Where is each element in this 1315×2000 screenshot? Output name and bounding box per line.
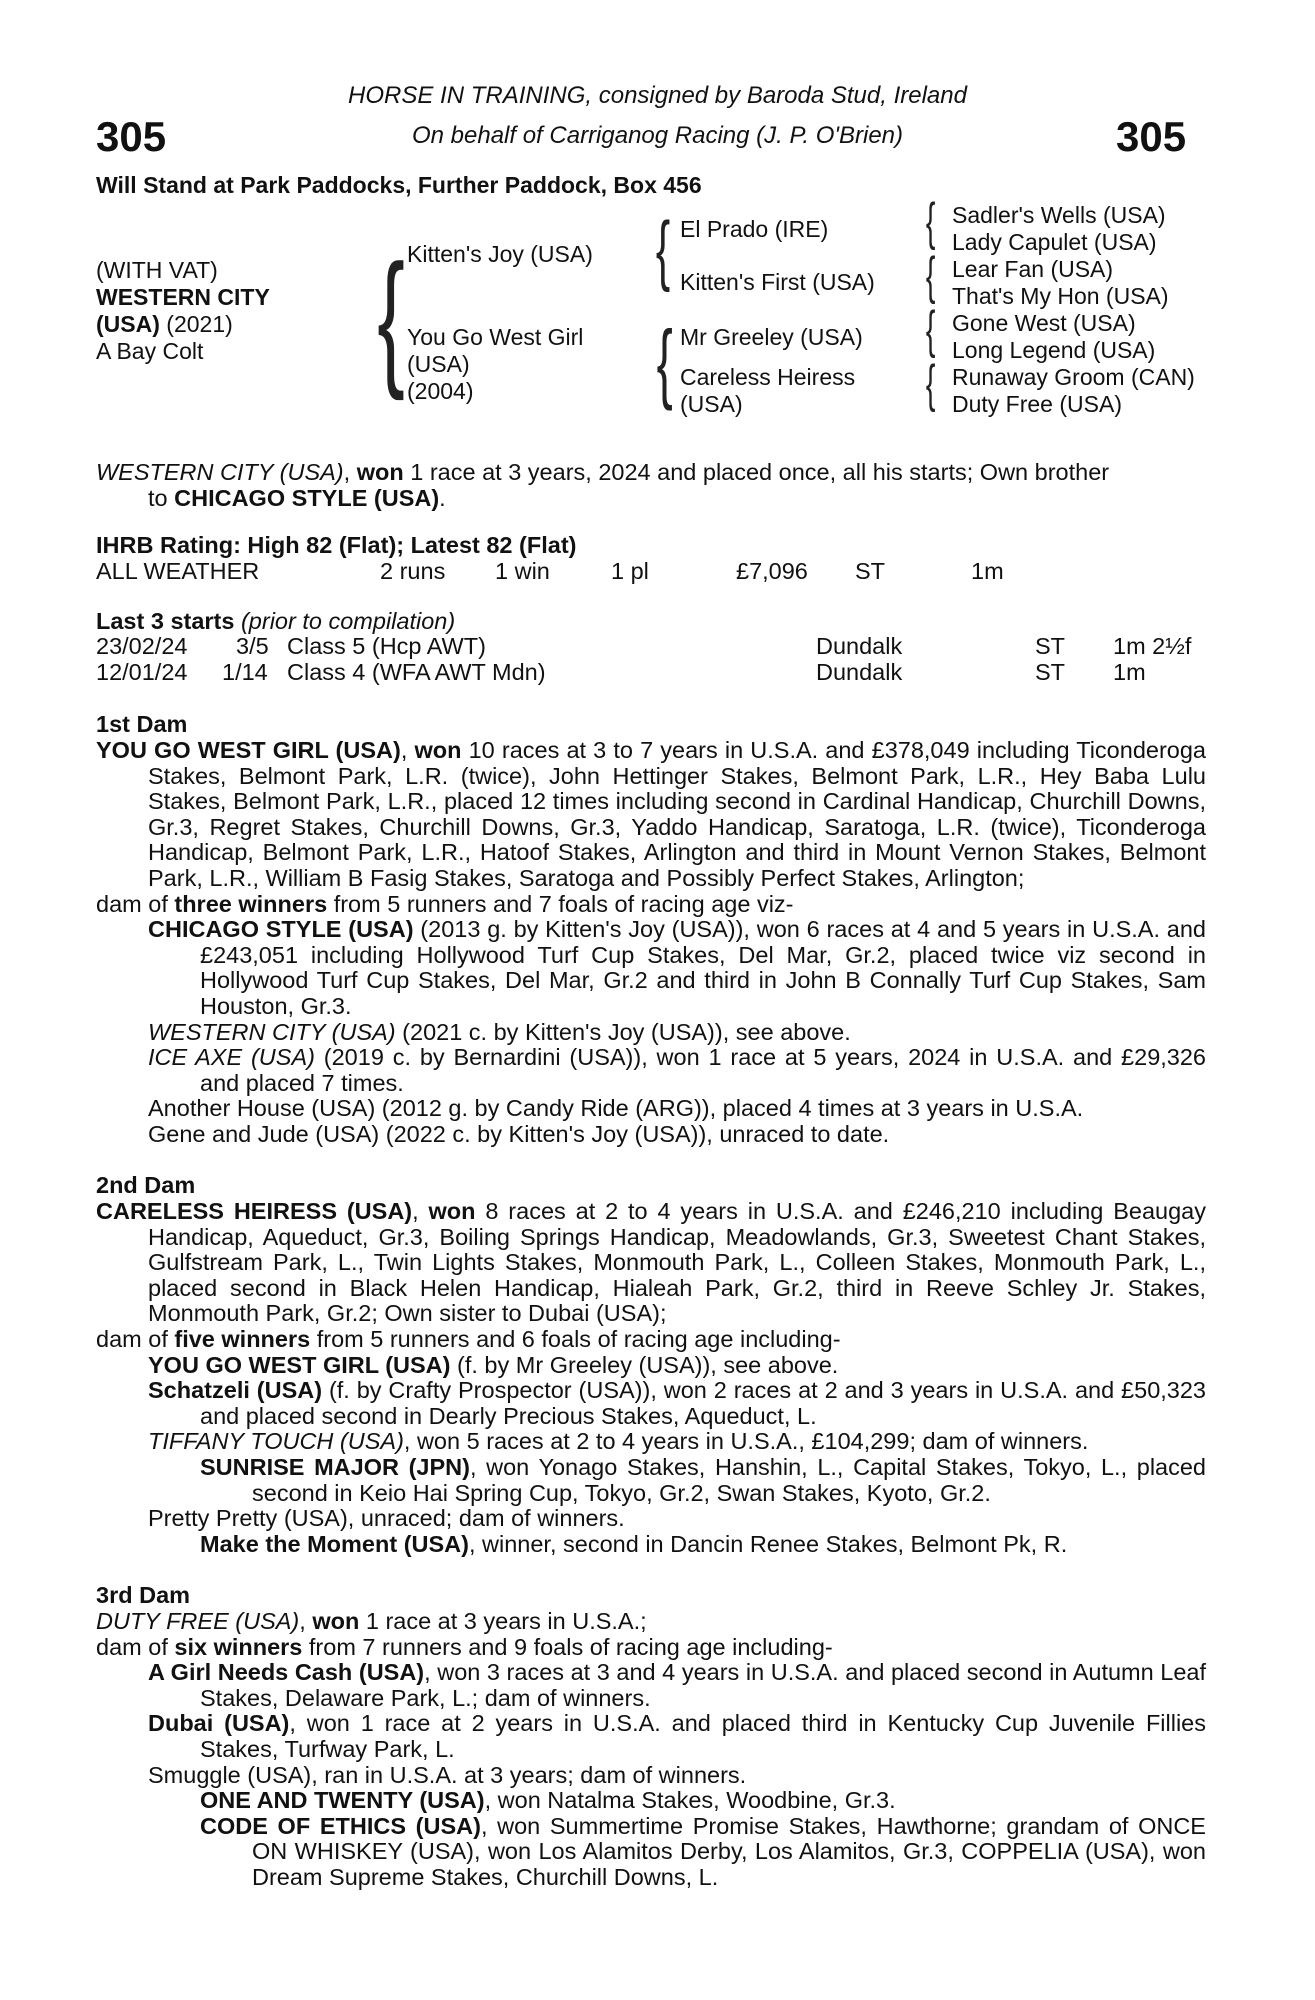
dam-dam-line1: Careless Heiress	[680, 364, 856, 390]
produce-text: Pretty Pretty (USA), unraced; dam of winners.	[148, 1505, 625, 1532]
start-going: ST	[1035, 659, 1066, 686]
dam2-produce-4	[200, 1455, 1206, 1506]
dam-line2: (USA)	[407, 351, 470, 377]
dam1-produce-5	[148, 1122, 1206, 1148]
produce-text: , won Summertime Promise Stakes, Hawthorne; grandam of ONCE ON WHISKEY (USA), won Los Alamitos Derby, Los Alamitos, Gr.3, COPPELIA (USA), won Dream Supreme Stakes, Churchill Downs, L.	[252, 1812, 1206, 1890]
sire-dam-dam: That's My Hon (USA)	[952, 283, 1169, 309]
dam1-won: won	[414, 736, 462, 763]
produce-text: , won 1 race at 2 years in U.S.A. and placed third in Kentucky Cup Juvenile Fillies Stakes, Turfway Park, L.	[200, 1710, 1207, 1762]
produce-name: Make the Moment (USA)	[200, 1530, 469, 1557]
start-race: Class 5 (Hcp AWT)	[287, 633, 486, 660]
produce-text: (f. by Mr Greeley (USA)), see above.	[450, 1351, 839, 1378]
last-starts-heading: Last 3 starts	[96, 607, 235, 634]
dam1-heading: 1st Dam	[96, 711, 188, 738]
brace-3: {	[925, 301, 936, 359]
dam1-produce-2	[148, 1020, 1206, 1046]
dam2-text: 8 races at 2 to 4 years in U.S.A. and £246,210 including Beaugay Handicap, Aqueduct, Gr.3, Boiling Springs Handicap, Meadowlands, Gr.3, Sweetest Chant Stakes, Gulfstream Park, L., Twin Lights Stakes, Monmouth Park, L., Colleen Stakes, Monmouth Park, L., placed second in Black Helen Handicap, Hialeah Park, Gr.2, third in Reeve Schley Jr. Stakes, Monmouth Park, Gr.2; Own sister to Dubai (USA);	[148, 1198, 1206, 1327]
horse-vat: (WITH VAT)	[96, 257, 218, 283]
start-dist: 1m 2½f	[1113, 633, 1192, 660]
produce-text: Another House (USA) (2012 g. by Candy Ride (ARG)), placed 4 times at 3 years in U.S.A.	[148, 1095, 1084, 1122]
dam2-damof-post: from 5 runners and 6 foals of racing age including-	[310, 1326, 841, 1353]
brace-2: {	[925, 247, 936, 305]
start-course: Dundalk	[816, 659, 903, 686]
produce-text: , won Yonago Stakes, Hanshin, L., Capital Stakes, Tokyo, L., placed second in Keio Hai Spring Cup, Tokyo, Gr.2, Swan Stakes, Kyoto, Gr.2.	[252, 1454, 1206, 1506]
dam-dam-sire: Runaway Groom (CAN)	[952, 364, 1195, 390]
dam3-heading: 3rd Dam	[96, 1582, 191, 1609]
horse-name: WESTERN CITY	[96, 284, 270, 310]
produce-name: WESTERN CITY (USA)	[148, 1018, 396, 1045]
consignment-line1: HORSE IN TRAINING, consigned by Baroda Stud, Ireland	[348, 82, 967, 109]
horse-country: (USA)	[96, 311, 160, 337]
start-row	[96, 660, 1206, 686]
brace-4: {	[925, 355, 936, 413]
rating-row	[96, 559, 1206, 585]
dam-sire-dam: Long Legend (USA)	[952, 337, 1156, 363]
last-starts-title	[96, 609, 1206, 635]
produce-name: ONE AND TWENTY (USA)	[200, 1787, 485, 1814]
produce-name: CODE OF ETHICS (USA)	[200, 1812, 481, 1839]
brace-main: {	[377, 233, 405, 401]
dam-sire-sire: Gone West (USA)	[952, 310, 1136, 336]
produce-name: SUNRISE MAJOR (JPN)	[200, 1454, 470, 1480]
summary-won: won	[356, 459, 404, 485]
dam3-damof-bold: six winners	[174, 1633, 303, 1660]
summary-end: .	[439, 484, 446, 511]
rating-title: IHRB Rating: High 82 (Flat); Latest 82 (Flat)	[96, 532, 577, 559]
stand-location: Will Stand at Park Paddocks, Further Paddock, Box 456	[96, 172, 702, 198]
brace-1: {	[925, 193, 936, 251]
rating-dist: 1m	[971, 557, 1004, 584]
dam3-won: won	[312, 1607, 360, 1634]
brace-dam: {	[656, 312, 673, 411]
produce-text: Gene and Jude (USA) (2022 c. by Kitten's Joy (USA)), unraced to date.	[148, 1120, 890, 1147]
dam3-produce-3	[148, 1763, 1206, 1789]
sire-dam-sire: Lear Fan (USA)	[952, 256, 1114, 282]
dam1-record: YOU GO WEST GIRL (USA), won 10 races at 3 to 7 years in U.S.A. and £378,049 including Ticonderoga Stakes, Belmont Park, L.R. (twice), John Hettinger Stakes, Belmont Park, L.R., Hey Baba Lulu Stakes, Belmont Park, L.R., placed 12 times including second in Cardinal Handicap, Churchill Downs, Gr.3, Regret Stakes, Churchill Downs, Gr.3, Yaddo Handicap, Saratoga, L.R. (twice), Ticonderoga Handicap, Belmont Park, L.R., Hatoof Stakes, Arlington and third in Mount Vernon Stakes, Belmont Park, L.R., William B Fasig Stakes, Saratoga and Possibly Perfect Stakes, Arlington;	[96, 736, 1206, 891]
rating-surface: ALL WEATHER	[96, 557, 260, 584]
start-date: 23/02/24	[96, 633, 188, 660]
produce-text: (2021 c. by Kitten's Joy (USA)), see above.	[395, 1018, 851, 1045]
dam3-produce-5	[200, 1814, 1206, 1891]
rating-runs: 2 runs	[380, 557, 446, 584]
start-pos: 1/14	[222, 659, 268, 686]
dam-line1: You Go West Girl	[407, 324, 584, 350]
dam1-damof-bold: three winners	[174, 890, 328, 917]
summary-brother: CHICAGO STYLE (USA)	[174, 484, 440, 511]
dam2-name: CARELESS HEIRESS (USA)	[96, 1198, 413, 1225]
start-pos: 3/5	[236, 633, 269, 660]
start-course: Dundalk	[816, 633, 903, 660]
summary-text1: 1 race at 3 years, 2024 and placed once, all his starts; Own brother	[403, 459, 1110, 485]
dam2-damof-bold: five winners	[174, 1326, 311, 1353]
rating-prize: £7,096	[736, 557, 808, 584]
produce-name: Dubai (USA)	[148, 1710, 290, 1737]
rating-places: 1 pl	[611, 557, 649, 584]
dam-dam-dam: Duty Free (USA)	[952, 391, 1122, 417]
dam3-produce-4	[200, 1788, 1206, 1814]
produce-text: , won 5 races at 2 to 4 years in U.S.A., £104,299; dam of winners.	[403, 1428, 1089, 1455]
summary: WESTERN CITY (USA), won 1 race at 3 years, 2024 and placed once, all his starts; Own brother	[96, 459, 1110, 485]
dam3-damof-pre: dam of	[96, 1633, 175, 1660]
dam1-damof-post: from 5 runners and 7 foals of racing age viz-	[327, 890, 794, 917]
produce-name: TIFFANY TOUCH (USA)	[148, 1428, 404, 1455]
produce-text: , won 3 races at 3 and 4 years in U.S.A. and placed second in Autumn Leaf Stakes, Delaware Park, L.; dam of winners.	[200, 1659, 1207, 1711]
dam2-produce-2	[148, 1378, 1206, 1429]
produce-name: A Girl Needs Cash (USA)	[148, 1659, 425, 1686]
rating-going: ST	[855, 557, 886, 584]
sire: Kitten's Joy (USA)	[407, 241, 593, 267]
produce-text: , won Natalma Stakes, Woodbine, Gr.3.	[484, 1787, 896, 1814]
horse-desc: A Bay Colt	[96, 338, 204, 364]
horse-name-year	[96, 311, 233, 338]
dam2-record: CARELESS HEIRESS (USA), won 8 races at 2 to 4 years in U.S.A. and £246,210 including Beaugay Handicap, Aqueduct, Gr.3, Boiling Springs Handicap, Meadowlands, Gr.3, Sweetest Chant Stakes, Gulfstream Park, L., Twin Lights Stakes, Monmouth Park, L., Colleen Stakes, Monmouth Park, L., placed second in Black Helen Handicap, Hialeah Park, Gr.2, third in Reeve Schley Jr. Stakes, Monmouth Park, Gr.2; Own sister to Dubai (USA);	[96, 1198, 1206, 1327]
dam1-produce-3	[148, 1045, 1206, 1096]
summary-line2	[96, 486, 1206, 512]
produce-text: (2019 c. by Bernardini (USA)), won 1 race at 5 years, 2024 in U.S.A. and £29,326 and placed 7 times.	[200, 1044, 1206, 1096]
start-date: 12/01/24	[96, 659, 188, 686]
produce-name: CHICAGO STYLE (USA)	[148, 916, 414, 943]
start-row	[96, 634, 1206, 660]
sire-sire: El Prado (IRE)	[680, 216, 829, 242]
start-race: Class 4 (WFA AWT Mdn)	[287, 659, 546, 686]
produce-text: (f. by Crafty Prospector (USA)), won 2 races at 2 and 3 years in U.S.A. and £50,323 and placed second in Dearly Precious Stakes, Aqueduct, L.	[200, 1377, 1206, 1429]
produce-name: ICE AXE (USA)	[148, 1044, 315, 1071]
dam-sire: Mr Greeley (USA)	[680, 324, 863, 350]
consignment-line2: On behalf of Carriganog Racing (J. P. O'Brien)	[411, 122, 904, 149]
dam2-produce-5	[148, 1506, 1206, 1532]
dam3-damof-post: from 7 runners and 9 foals of racing age including-	[302, 1633, 833, 1660]
start-dist: 1m	[1113, 659, 1146, 686]
dam3-text: 1 race at 3 years in U.S.A.;	[359, 1607, 647, 1634]
dam3-produce-2	[148, 1711, 1206, 1762]
dam2-produce-3	[148, 1429, 1206, 1455]
catalogue-body	[96, 460, 1206, 1891]
produce-text: , winner, second in Dancin Renee Stakes, Belmont Pk, R.	[468, 1530, 1068, 1557]
dam1-text: 10 races at 3 to 7 years in U.S.A. and £378,049 including Ticonderoga Stakes, Belmont Park, L.R. (twice), John Hettinger Stakes, Belmont Park, L.R., Hey Baba Lulu Stakes, Belmont Park, L.R., placed 12 times including second in Cardinal Handicap, Churchill Downs, Gr.3, Regret Stakes, Churchill Downs, Gr.3, Yaddo Handicap, Saratoga, L.R. (twice), Ticonderoga Handicap, Belmont Park, L.R., Hatoof Stakes, Arlington and third in Mount Vernon Stakes, Belmont Park, L.R., William B Fasig Stakes, Saratoga and Possibly Perfect Stakes, Arlington;	[148, 736, 1206, 891]
produce-text: (2013 g. by Kitten's Joy (USA)), won 6 races at 4 and 5 years in U.S.A. and £243,051 including Hollywood Turf Cup Stakes, Del Mar, Gr.2, placed twice viz second in Hollywood Turf Cup Stakes, Del Mar, Gr.2 and third in John B Connally Turf Cup Stakes, Sam Houston, Gr.3.	[200, 916, 1206, 1019]
sire-sire-sire: Sadler's Wells (USA)	[952, 202, 1166, 228]
dam2-won: won	[428, 1198, 476, 1225]
rating-wins: 1 win	[495, 557, 550, 584]
summary-horse: WESTERN CITY (USA)	[96, 459, 344, 485]
dam3-damof	[96, 1635, 1206, 1661]
dam1-produce-1	[148, 917, 1206, 1019]
produce-text: Smuggle (USA), ran in U.S.A. at 3 years; dam of winners.	[148, 1761, 747, 1788]
dam2-damof-pre: dam of	[96, 1326, 175, 1353]
sire-sire-dam: Lady Capulet (USA)	[952, 229, 1157, 255]
dam3-produce-1	[148, 1660, 1206, 1711]
produce-name: YOU GO WEST GIRL (USA)	[148, 1351, 451, 1378]
lot-number-left: 305	[96, 113, 167, 160]
start-going: ST	[1035, 633, 1066, 660]
dam1-produce-4	[148, 1096, 1206, 1122]
dam2-produce-1	[148, 1353, 1206, 1379]
dam-line3: (2004)	[407, 378, 474, 404]
dam1-damof-pre: dam of	[96, 890, 175, 917]
summary-text2: to	[148, 484, 175, 511]
dam3-record: DUTY FREE (USA), won 1 race at 3 years in U.S.A.;	[96, 1607, 647, 1634]
sire-dam: Kitten's First (USA)	[680, 269, 875, 295]
lot-number-right: 305	[1116, 113, 1187, 160]
horse-year: (2021)	[159, 311, 233, 337]
last-starts-note: (prior to compilation)	[234, 607, 456, 634]
dam1-name: YOU GO WEST GIRL (USA)	[96, 736, 401, 763]
dam2-produce-6	[200, 1532, 1206, 1558]
dam3-name: DUTY FREE (USA)	[96, 1607, 300, 1634]
dam2-heading: 2nd Dam	[96, 1172, 196, 1199]
dam2-damof	[96, 1327, 1206, 1353]
produce-name: Schatzeli (USA)	[148, 1377, 323, 1404]
dam1-damof	[96, 892, 1206, 918]
dam-dam-line2: (USA)	[680, 391, 743, 417]
brace-sire: {	[655, 205, 671, 293]
